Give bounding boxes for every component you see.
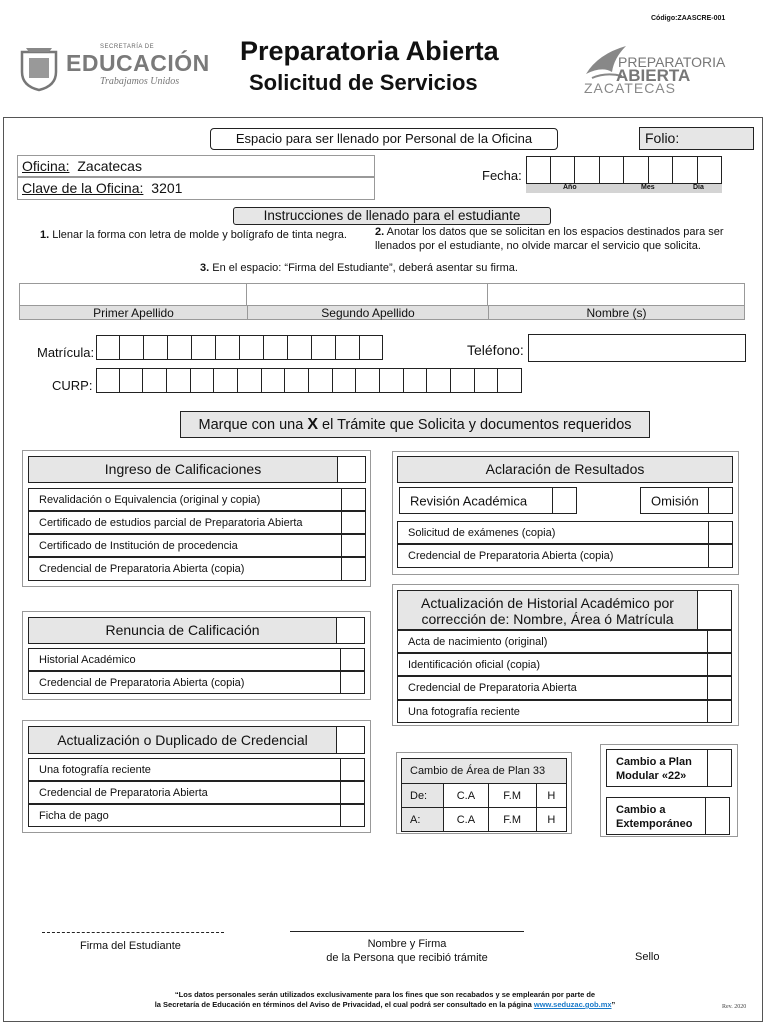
cambio-area-a-label: A:	[402, 808, 444, 832]
historial-item: Identificación oficial (copia)	[397, 653, 732, 676]
revision-note: Rev. 2020	[722, 1004, 747, 1010]
renuncia-header: Renuncia de Calificación	[28, 617, 365, 644]
historial-item-checkbox[interactable]	[707, 701, 731, 722]
ingreso-item-checkbox[interactable]	[341, 489, 365, 510]
ingreso-checkbox[interactable]	[337, 457, 365, 482]
cambio-area-table	[401, 758, 567, 832]
fecha-cells[interactable]	[526, 156, 722, 184]
telefono-input[interactable]	[528, 334, 746, 362]
curp-label: CURP:	[52, 378, 93, 393]
renuncia-item: Historial Académico	[28, 648, 365, 671]
revision-academica: Revisión Académica	[399, 487, 577, 514]
historial-item: Acta de nacimiento (original)	[397, 630, 732, 653]
coat-of-arms-icon	[16, 44, 62, 92]
folio-label: Folio:	[645, 130, 680, 146]
credencial-item: Credencial de Preparatoria Abierta	[28, 781, 365, 804]
credencial-item-checkbox[interactable]	[340, 805, 364, 826]
matricula-label: Matrícula:	[37, 345, 95, 360]
credencial-header: Actualización o Duplicado de Credencial	[28, 726, 365, 754]
education-logo	[16, 42, 216, 96]
nombre-label: Nombre (s)	[488, 306, 744, 320]
primer-apellido-label: Primer Apellido	[93, 306, 174, 320]
ingreso-item-checkbox[interactable]	[341, 512, 365, 533]
cambio-plan-modular: Cambio a Plan Modular «22»	[606, 749, 732, 787]
historial-item-checkbox[interactable]	[707, 654, 731, 675]
folio-field[interactable]	[639, 127, 754, 150]
credencial-item: Una fotografía reciente	[28, 758, 365, 781]
clave-field	[17, 177, 375, 200]
prepa-logo-line3: ZACATECAS	[584, 80, 676, 96]
ingreso-item: Credencial de Preparatoria Abierta (copia)	[28, 557, 366, 581]
fecha-month: Mes	[641, 184, 655, 191]
ingreso-header: Ingreso de Calificaciones	[28, 456, 366, 483]
curp-cells[interactable]	[96, 368, 522, 393]
clave-value: 3201	[151, 180, 183, 196]
historial-header: Actualización de Historial Académico por corrección de: Nombre, Área ó Matrícula	[397, 590, 732, 630]
oficina-field	[17, 155, 375, 177]
office-banner	[210, 128, 558, 150]
cambio-area-option[interactable]: H	[536, 808, 566, 832]
education-logo-tagline: Trabajamos Unidos	[100, 76, 180, 87]
instruction-3: 3. En el espacio: “Firma del Estudiante”, deberá asentar su firma.	[200, 262, 518, 274]
cambio-area-option[interactable]: F.M	[488, 808, 536, 832]
aclaracion-item: Credencial de Preparatoria Abierta (copia)	[397, 544, 733, 568]
cambio-extemp-checkbox[interactable]	[705, 798, 729, 834]
form-code: Código:ZAASCRE-001	[651, 15, 726, 22]
privacy-notice: “Los datos personales serán utilizados exclusivamente para los fines que son recabados y se emplearán por parte de la Secretaría de Educación en términos del Aviso de Privacidad, el cual podrá ser consultado en la página www.seduzac.gob.mx”	[154, 990, 616, 1009]
aclaracion-header: Aclaración de Resultados	[397, 456, 733, 483]
instruction-2b: llenados por el estudiante, no olvide marcar el servicio que solicita.	[375, 240, 701, 252]
receiver-line[interactable]	[290, 931, 524, 932]
ingreso-item: Revalidación o Equivalencia (original y copia)	[28, 488, 366, 511]
ingreso-item-checkbox[interactable]	[341, 535, 365, 556]
historial-item-checkbox[interactable]	[707, 677, 731, 699]
ingreso-item-checkbox[interactable]	[341, 558, 365, 580]
historial-item: Una fotografía reciente	[397, 700, 732, 723]
fecha-label: Fecha:	[482, 168, 522, 183]
primer-apellido-input[interactable]	[20, 284, 247, 305]
credencial-item: Ficha de pago	[28, 804, 365, 827]
page-subtitle: Solicitud de Servicios	[249, 70, 478, 95]
page-title: Preparatoria Abierta	[240, 36, 499, 66]
ingreso-item: Certificado de Institución de procedencia	[28, 534, 366, 557]
education-logo-small: SECRETARÍA DE	[100, 44, 155, 50]
historial-checkbox[interactable]	[697, 591, 731, 629]
nombre-input[interactable]	[488, 284, 744, 305]
oficina-value: Zacatecas	[77, 158, 142, 174]
prepa-logo-line2: ABIERTA	[616, 66, 691, 85]
aclaracion-item-checkbox[interactable]	[708, 522, 732, 543]
education-logo-main: EDUCACIÓN	[66, 50, 210, 76]
omision: Omisión	[640, 487, 733, 514]
fecha-day: Día	[693, 184, 704, 191]
privacy-link[interactable]: www.seduzac.gob.mx	[533, 1000, 612, 1009]
renuncia-item: Credencial de Preparatoria Abierta (copia)	[28, 671, 365, 694]
cambio-area-option[interactable]: C.A	[444, 784, 488, 808]
instruction-1: 1. Llenar la forma con letra de molde y bolígrafo de tinta negra.	[40, 229, 347, 241]
ingreso-item: Certificado de estudios parcial de Preparatoria Abierta	[28, 511, 366, 534]
firma-label: Firma del Estudiante	[80, 940, 181, 952]
clave-label: Clave de la Oficina:	[22, 180, 144, 196]
cambio-area-option[interactable]: C.A	[444, 808, 488, 832]
prepa-abierta-logo	[582, 42, 742, 96]
name-fields	[19, 283, 745, 320]
renuncia-item-checkbox[interactable]	[340, 672, 364, 693]
instructions-title: Instrucciones de llenado para el estudiante	[233, 207, 551, 225]
renuncia-item-checkbox[interactable]	[340, 649, 364, 670]
credencial-item-checkbox[interactable]	[340, 759, 364, 780]
renuncia-checkbox[interactable]	[336, 618, 364, 643]
fecha-parts-bar	[526, 184, 722, 193]
historial-item-checkbox[interactable]	[707, 631, 731, 652]
credencial-checkbox[interactable]	[336, 727, 364, 753]
telefono-label: Teléfono:	[467, 342, 524, 358]
cambio-area-de-label: De:	[402, 784, 444, 808]
cambio-plan-checkbox[interactable]	[707, 750, 731, 786]
receiver-label: Nombre y Firma de la Persona que recibió trámite	[326, 938, 488, 964]
firma-line[interactable]	[42, 932, 224, 933]
oficina-label: Oficina:	[22, 158, 70, 174]
cambio-area-option[interactable]: F.M	[488, 784, 536, 808]
fecha-year: Año	[563, 184, 577, 191]
historial-item: Credencial de Preparatoria Abierta	[397, 676, 732, 700]
cambio-extemporaneo: Cambio a Extemporáneo	[606, 797, 730, 835]
aclaracion-item-checkbox[interactable]	[708, 545, 732, 567]
aclaracion-item: Solicitud de exámenes (copia)	[397, 521, 733, 544]
omision-checkbox[interactable]	[708, 488, 732, 513]
mark-instruction: Marque con una X el Trámite que Solicita y documentos requeridos	[180, 411, 650, 438]
cambio-area-title: Cambio de Área de Plan 33	[402, 759, 567, 784]
instruction-2a: 2. Anotar los datos que se solicitan en los espacios destinados para ser	[375, 226, 724, 238]
cambio-area-option[interactable]: H	[536, 784, 566, 808]
segundo-apellido-input[interactable]	[247, 284, 488, 305]
matricula-cells[interactable]	[96, 335, 383, 360]
revision-checkbox[interactable]	[552, 488, 576, 513]
sello-label: Sello	[635, 951, 660, 963]
office-banner-text: Espacio para ser llenado por Personal de la Oficina	[235, 131, 533, 146]
segundo-apellido-label: Segundo Apellido	[247, 306, 488, 320]
prepa-logo-line1: PREPARATORIA	[618, 54, 726, 70]
credencial-item-checkbox[interactable]	[340, 782, 364, 803]
